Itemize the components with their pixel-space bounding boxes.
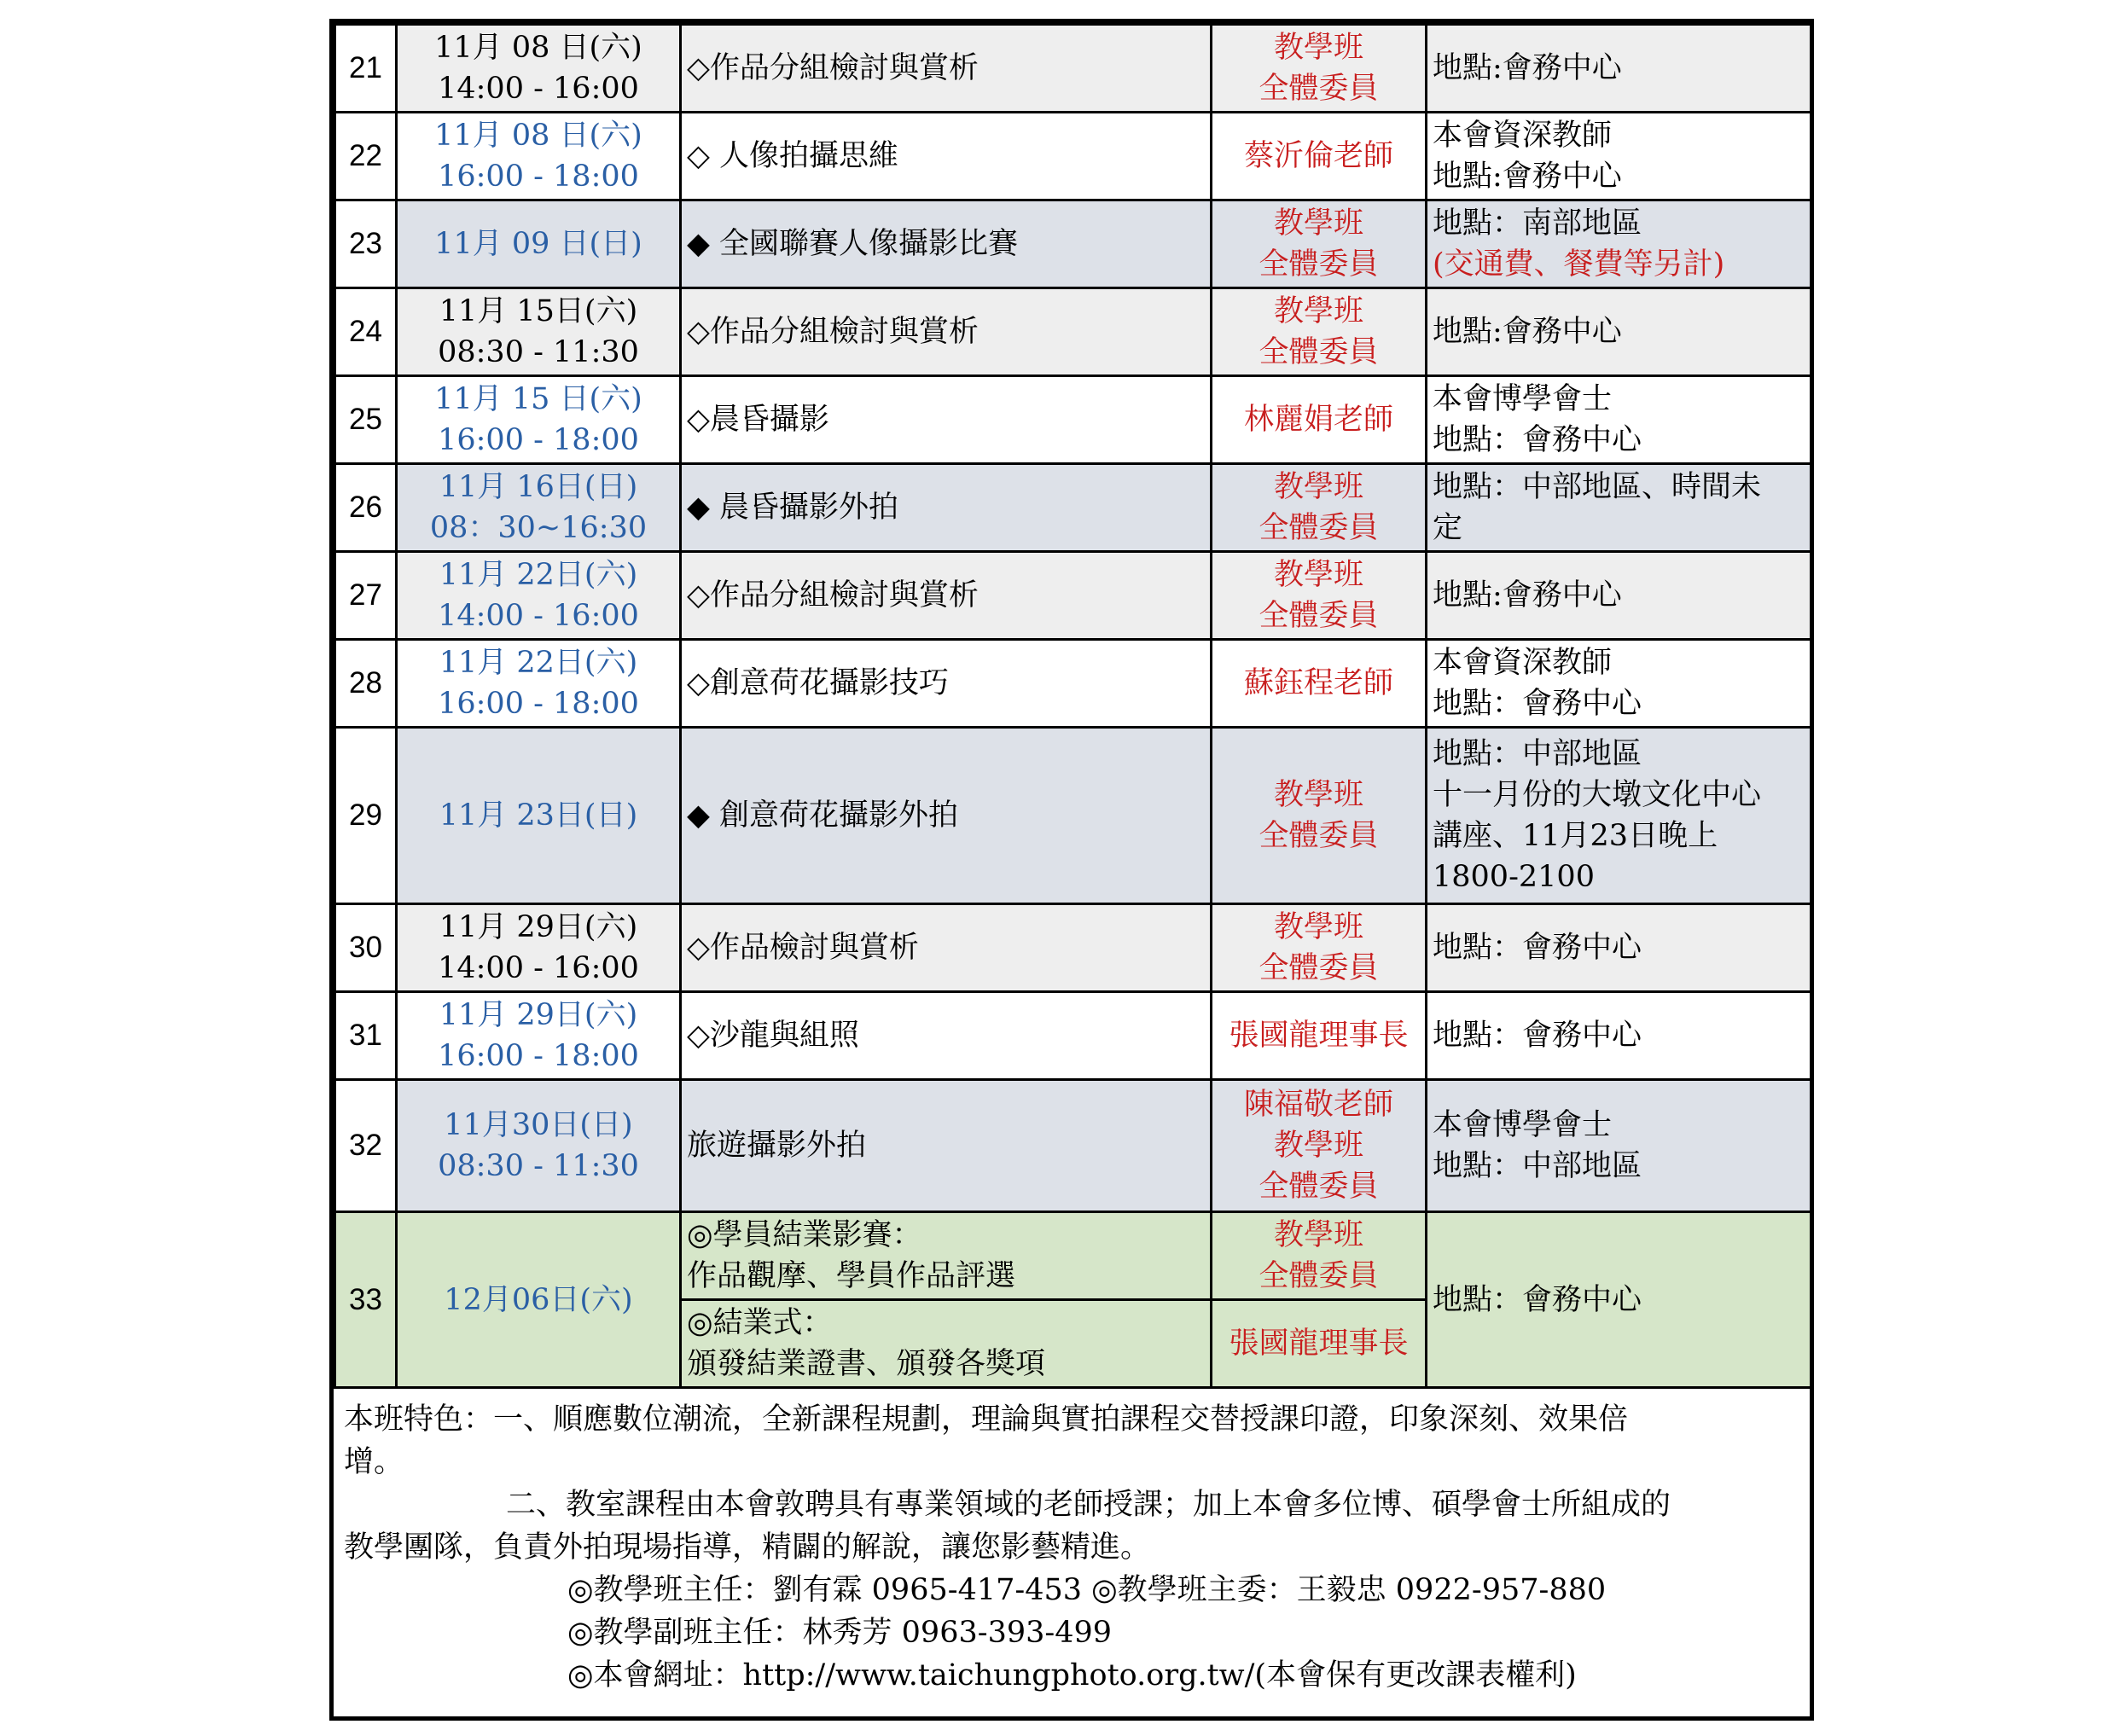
instructor-cell-line: 教學班 [1273, 294, 1363, 328]
instructor-cell-line: 蔡沂倫老師 [1243, 139, 1393, 173]
date-cell [397, 992, 681, 1080]
feature-line-1: 本班特色：一、順應數位潮流，全新課程規劃，理論與實拍課程交替授課印證，印象深刻、效果倍 [344, 1402, 1629, 1437]
feature-line-1-cont: 增。 [344, 1445, 404, 1479]
location-cell [1427, 904, 1811, 992]
location-cell [1427, 552, 1811, 640]
activity-cell [681, 904, 1212, 992]
activity-cell [681, 1212, 1212, 1300]
row-number: 23 [335, 200, 397, 288]
activity-cell-line: ◇創意荷花攝影技巧 [687, 666, 949, 700]
location-cell [1427, 376, 1811, 464]
activity-cell-line: ◇晨昏攝影 [687, 403, 829, 437]
instructor-cell-line: 張國龍理事長 [1229, 1019, 1409, 1053]
location-cell-line: 十一月份的大墩文化中心 [1433, 778, 1762, 812]
instructor-cell [1212, 376, 1427, 464]
instructor-cell [1212, 904, 1427, 992]
date-cell-line: 11月30日(日) [444, 1108, 633, 1142]
table-row [335, 640, 1811, 728]
location-cell [1427, 200, 1811, 288]
date-cell [397, 640, 681, 728]
instructor-cell-line: 教學班 [1273, 1129, 1363, 1163]
table-row [335, 728, 1811, 904]
activity-cell-line: ◆ 晨昏攝影外拍 [687, 491, 899, 525]
activity-cell-line: ◇作品檢討與賞析 [687, 931, 919, 965]
instructor-cell-line: 陳福敬老師 [1243, 1088, 1393, 1122]
activity-cell-line: ◆ 創意荷花攝影外拍 [687, 798, 959, 833]
location-cell-line: 地點：中部地區 [1433, 1149, 1642, 1183]
row-number: 22 [335, 113, 397, 200]
activity-cell [681, 640, 1212, 728]
date-cell-line: 11月 09 日(日) [434, 227, 642, 261]
instructor-cell [1212, 1212, 1427, 1300]
date-cell-line: 16:00 - 18:00 [438, 687, 639, 721]
date-cell [397, 904, 681, 992]
location-cell-line: 地點:會務中心 [1433, 578, 1622, 613]
row-number: 29 [335, 728, 397, 904]
instructor-cell-line: 蘇鈺程老師 [1243, 666, 1393, 700]
activity-cell [681, 464, 1212, 552]
activity-cell [681, 728, 1212, 904]
table-row [335, 288, 1811, 376]
instructor-cell [1212, 200, 1427, 288]
instructor-cell-line: 教學班 [1273, 31, 1363, 65]
location-cell [1427, 1080, 1811, 1212]
date-cell [397, 25, 681, 113]
instructor-cell-line: 教學班 [1273, 1218, 1363, 1252]
location-cell-line: 地點:會務中心 [1433, 51, 1622, 85]
instructor-cell-line: 教學班 [1273, 470, 1363, 504]
instructor-cell-line: 全體委員 [1259, 335, 1379, 369]
table-row [335, 904, 1811, 992]
location-cell-line: 地點：會務中心 [1433, 931, 1642, 965]
activity-cell-line: ◆ 全國聯賽人像攝影比賽 [687, 227, 1019, 261]
location-cell-line: 地點：南部地區 [1433, 206, 1642, 241]
location-cell-line: 地點：中部地區、時間未 [1433, 470, 1762, 504]
date-cell-line: 16:00 - 18:00 [438, 423, 639, 457]
date-cell-line: 12月06日(六) [444, 1282, 633, 1317]
date-cell-line: 11月 23日(日) [439, 798, 638, 833]
date-cell-line: 14:00 - 16:00 [438, 72, 639, 106]
location-cell-line: 地點：會務中心 [1433, 423, 1642, 457]
activity-cell [681, 376, 1212, 464]
instructor-cell-line: 全體委員 [1259, 72, 1379, 106]
date-cell-line: 11月 08 日(六) [434, 119, 642, 153]
date-cell [397, 200, 681, 288]
date-cell [397, 113, 681, 200]
instructor-cell-line: 教學班 [1273, 778, 1363, 812]
instructor-cell-line: 張國龍理事長 [1229, 1327, 1409, 1361]
instructor-cell-line: 全體委員 [1259, 819, 1379, 853]
row-number: 28 [335, 640, 397, 728]
date-cell [397, 288, 681, 376]
instructor-cell-line: 全體委員 [1259, 599, 1379, 633]
row-number: 30 [335, 904, 397, 992]
instructor-cell-line: 林麗娟老師 [1243, 403, 1393, 437]
date-cell [397, 728, 681, 904]
table-row [335, 200, 1811, 288]
date-cell-line: 11月 29日(六) [439, 998, 638, 1032]
table-row [335, 376, 1811, 464]
row-number: 24 [335, 288, 397, 376]
row-number: 25 [335, 376, 397, 464]
course-notes [334, 1390, 1810, 1697]
date-cell [397, 1080, 681, 1212]
row-number: 21 [335, 25, 397, 113]
instructor-cell [1212, 1300, 1427, 1388]
activity-cell [681, 1300, 1212, 1388]
contact-line-1: ◎教學班主任：劉有霖 0965-417-453 ◎教學班主委：王毅忠 0922-957-880 [567, 1573, 1607, 1607]
table-row [335, 25, 1811, 113]
date-cell-line: 11月 08 日(六) [434, 31, 642, 65]
instructor-cell-line: 教學班 [1273, 910, 1363, 944]
date-cell-line: 11月 22日(六) [439, 558, 638, 592]
activity-cell-line: ◇沙龍與組照 [687, 1019, 859, 1053]
table-row [335, 113, 1811, 200]
location-cell-line: 定 [1433, 511, 1463, 545]
location-cell [1427, 640, 1811, 728]
instructor-cell-line: 全體委員 [1259, 247, 1379, 282]
date-cell-line: 11月 15日(六) [439, 294, 638, 328]
activity-cell [681, 25, 1212, 113]
activity-cell [681, 992, 1212, 1080]
location-cell-line: 本會資深教師 [1433, 119, 1613, 153]
instructor-cell-line: 教學班 [1273, 558, 1363, 592]
feature-line-2: 二、教室課程由本會敦聘具有專業領域的老師授課；加上本會多位博、碩學會士所組成的 [506, 1488, 1671, 1522]
location-cell-line: 本會博學會士 [1433, 382, 1613, 416]
location-cell-line: 地點:會務中心 [1433, 160, 1622, 194]
location-cell-line: 本會博學會士 [1433, 1108, 1613, 1142]
location-note: (交通費、餐費等另計) [1433, 247, 1725, 282]
date-cell-line: 08:30 - 11:30 [438, 1149, 639, 1183]
date-cell-line: 14:00 - 16:00 [438, 599, 639, 633]
date-cell-line: 11月 22日(六) [439, 646, 638, 680]
activity-cell-line: ◇作品分組檢討與賞析 [687, 51, 979, 85]
date-cell-line: 16:00 - 18:00 [438, 1039, 639, 1073]
location-cell-line: 地點：會務中心 [1433, 687, 1642, 721]
activity-cell-line: ◎結業式： [687, 1306, 833, 1340]
table-row [335, 1080, 1811, 1212]
location-cell-line: 本會資深教師 [1433, 646, 1613, 680]
table-row [335, 464, 1811, 552]
date-cell-line: 11月 15 日(六) [434, 382, 642, 416]
instructor-cell [1212, 1080, 1427, 1212]
instructor-cell [1212, 992, 1427, 1080]
date-cell [397, 376, 681, 464]
location-cell [1427, 25, 1811, 113]
location-cell [1427, 288, 1811, 376]
instructor-cell [1212, 25, 1427, 113]
instructor-cell [1212, 113, 1427, 200]
activity-cell [681, 288, 1212, 376]
date-cell [397, 552, 681, 640]
instructor-cell [1212, 464, 1427, 552]
location-cell: 地點：會務中心 [1427, 1212, 1811, 1388]
instructor-cell-line: 全體委員 [1259, 1170, 1379, 1204]
date-cell-line: 11月 16日(日) [439, 470, 638, 504]
schedule-table [334, 23, 1812, 1389]
location-cell [1427, 464, 1811, 552]
activity-cell [681, 1080, 1212, 1212]
instructor-cell [1212, 288, 1427, 376]
table-row [335, 552, 1811, 640]
table-row [335, 992, 1811, 1080]
activity-cell [681, 200, 1212, 288]
date-cell-line: 14:00 - 16:00 [438, 951, 639, 985]
activity-cell-line: ◇ 人像拍攝思維 [687, 139, 899, 173]
row-number: 33 [335, 1212, 397, 1388]
website-line[interactable]: ◎本會網址：http://www.taichungphoto.org.tw/(本會保有更改課表權利) [567, 1658, 1577, 1692]
location-cell-line: 地點：會務中心 [1433, 1019, 1642, 1053]
instructor-cell-line: 教學班 [1273, 206, 1363, 241]
instructor-cell-line: 全體委員 [1259, 1259, 1379, 1293]
activity-cell-line: ◇作品分組檢討與賞析 [687, 578, 979, 613]
instructor-cell-line: 全體委員 [1259, 951, 1379, 985]
schedule-sheet [329, 19, 1814, 1721]
activity-cell [681, 113, 1212, 200]
row-number: 31 [335, 992, 397, 1080]
row-number: 32 [335, 1080, 397, 1212]
location-cell [1427, 992, 1811, 1080]
location-cell-line: 地點:會務中心 [1433, 315, 1622, 349]
table-row [335, 1212, 1811, 1300]
contact-line-2: ◎教學副班主任：林秀芳 0963-393-499 [567, 1616, 1112, 1650]
activity-cell-line: ◎學員結業影賽： [687, 1218, 922, 1252]
instructor-cell [1212, 640, 1427, 728]
row-number: 26 [335, 464, 397, 552]
activity-cell-line: 作品觀摩、學員作品評選 [687, 1259, 1016, 1293]
date-cell-line: 11月 29日(六) [439, 910, 638, 944]
date-cell-line: 08：30~16:30 [429, 511, 648, 545]
location-cell-line: 講座、11月23日晚上 [1433, 819, 1718, 853]
instructor-cell-line: 全體委員 [1259, 511, 1379, 545]
activity-cell-line: 頒發結業證書、頒發各獎項 [687, 1347, 1046, 1381]
location-cell [1427, 728, 1811, 904]
feature-line-2-cont: 教學團隊，負責外拍現場指導，精闢的解說，讓您影藝精進。 [344, 1530, 1151, 1565]
activity-cell-line: 旅遊攝影外拍 [687, 1129, 867, 1163]
instructor-cell [1212, 728, 1427, 904]
activity-cell-line: ◇作品分組檢討與賞析 [687, 315, 979, 349]
activity-cell [681, 552, 1212, 640]
row-number: 27 [335, 552, 397, 640]
instructor-cell [1212, 552, 1427, 640]
location-cell-line: 1800-2100 [1433, 860, 1595, 894]
date-cell-line: 08:30 - 11:30 [438, 335, 639, 369]
date-cell-line: 16:00 - 18:00 [438, 160, 639, 194]
date-cell [397, 464, 681, 552]
location-cell [1427, 113, 1811, 200]
date-cell [397, 1212, 681, 1388]
location-cell-line: 地點：中部地區 [1433, 737, 1642, 771]
